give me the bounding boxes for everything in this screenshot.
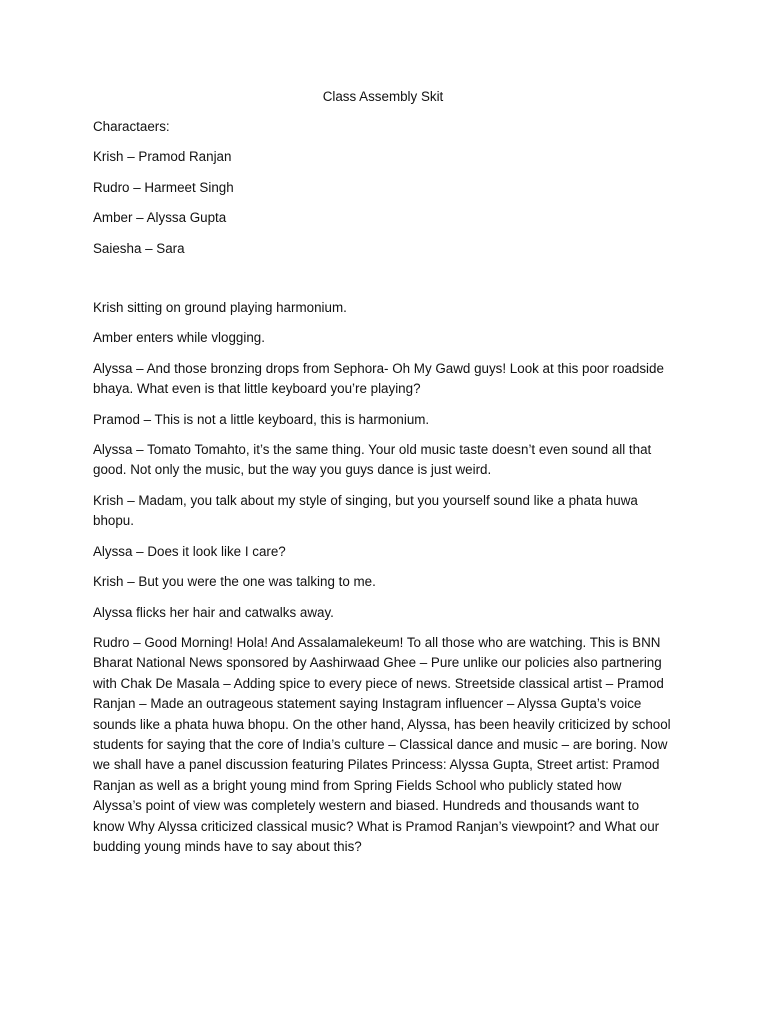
document-title: Class Assembly Skit bbox=[322, 89, 444, 104]
stage-direction: Alyssa flicks her hair and catwalks away. bbox=[93, 604, 334, 620]
character-line: Krish – Pramod Ranjan bbox=[93, 149, 232, 165]
stage-direction: Amber enters while vlogging. bbox=[93, 330, 265, 346]
dialogue-paragraph: Rudro – Good Morning! Hola! And Assalamalekeum! To all those who are watching. This is BNN Bharat National News sponsored by Aashirwaad Ghee – Pure unlike our policies also partnering with Chak De Masala – Adding spice to every piece of news. Streetside classical artist – Pramod Ranjan – Made an outrageous statement saying Instagram influencer – Alyssa Gupta’s voice sounds like a phata huwa bhopu. On the other hand, Alyssa, has been heavily criticized by school students for saying that the core of India’s culture – Classical dance and music – are boring. Now we shall have a panel discussion featuring Pilates Princess: Alyssa Gupta, Street artist: Pramod Ranjan as well as a bright young mind from Spring Fields School who publicly stated how Alyssa’s point of view was completely western and biased. Hundreds and thousands want to know Why Alyssa criticized classical music? What is Pramod Ranjan’s viewpoint? and What our budding young minds have to say about this? bbox=[93, 634, 671, 854]
dialogue-paragraph: Krish – Madam, you talk about my style of singing, but you yourself sound like a phata huwa bhopu. bbox=[93, 492, 638, 529]
dialogue-paragraph: Alyssa – And those bronzing drops from Sephora- Oh My Gawd guys! Look at this poor roadside bhaya. What even is that little keyboard you’re playing? bbox=[93, 360, 664, 397]
dialogue-paragraph: Krish – But you were the one was talking to me. bbox=[93, 574, 376, 590]
dialogue-paragraph: Alyssa – Tomato Tomahto, it’s the same thing. Your old music taste doesn’t even sound all that good. Not only the music, but the way you guys dance is just weird. bbox=[93, 442, 652, 478]
blank-line bbox=[93, 269, 673, 298]
document-body bbox=[93, 87, 673, 867]
character-line: Amber – Alyssa Gupta bbox=[93, 210, 227, 226]
characters-heading: Charactaers: bbox=[93, 119, 170, 134]
dialogue-paragraph: Alyssa – Does it look like I care? bbox=[93, 543, 286, 559]
stage-direction: Krish sitting on ground playing harmonium. bbox=[93, 300, 347, 316]
character-line: Saiesha – Sara bbox=[93, 240, 185, 256]
dialogue-paragraph: Pramod – This is not a little keyboard, this is harmonium. bbox=[93, 411, 430, 427]
character-line: Rudro – Harmeet Singh bbox=[93, 179, 234, 195]
